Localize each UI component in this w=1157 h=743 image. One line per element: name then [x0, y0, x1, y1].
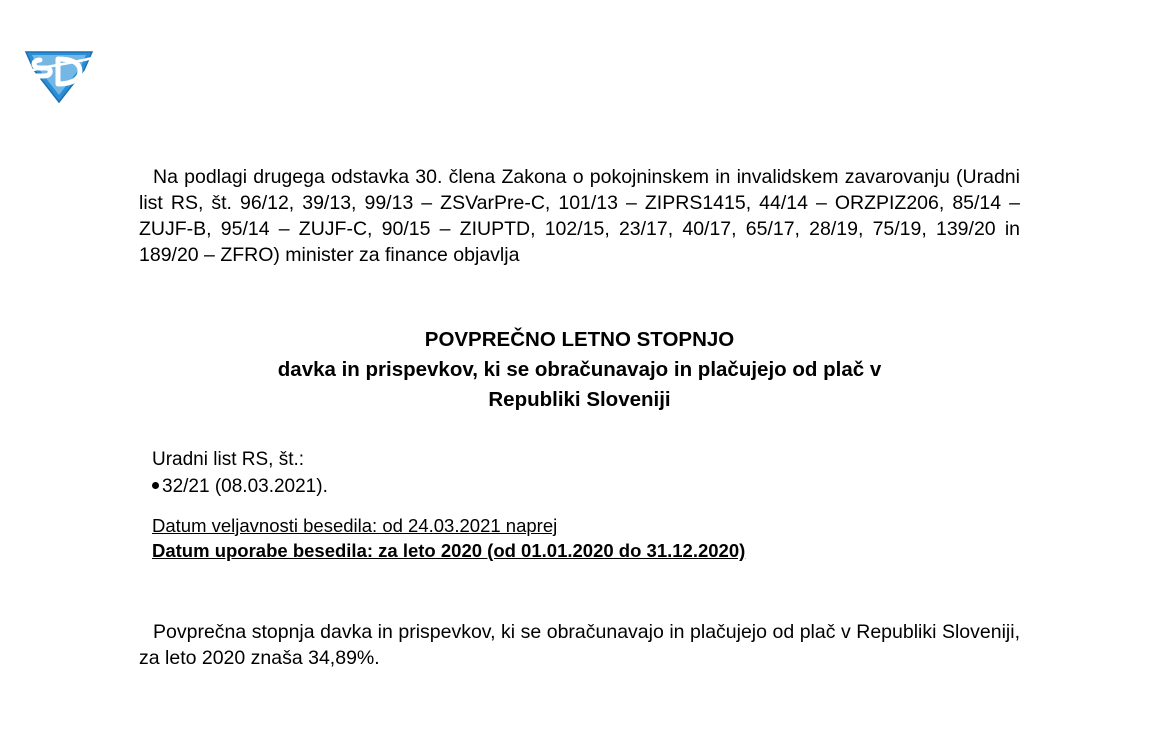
title-line-2: davka in prispevkov, ki se obračunavajo in plačujejo od plač v [277, 358, 882, 381]
bullet-icon [152, 482, 159, 489]
title-line-1: POVPREČNO LETNO STOPNJO [424, 328, 735, 351]
gazette-item-text: 32/21 (08.03.2021). [162, 476, 328, 497]
gazette-label: Uradni list RS, št.: [152, 449, 305, 470]
gazette-list-item [152, 475, 328, 499]
usage-date: Datum uporabe besedila: za leto 2020 (od 01.01.2020 do 31.12.2020) [152, 540, 746, 561]
result-paragraph: Povprečna stopnja davka in prispevkov, ki se obračunavajo in plačujejo od plač v Republiki Sloveniji, za leto 2020 znaša 34,89%. [139, 621, 1020, 669]
document-title [139, 325, 1020, 415]
validity-date: Datum veljavnosti besedila: od 24.03.2021 naprej [152, 515, 558, 536]
title-line-3: Republiki Sloveniji [488, 388, 671, 411]
intro-paragraph: Na podlagi drugega odstavka 30. člena Zakona o pokojninskem in invalidskem zavarovanju (Uradni list RS, št. 96/12, 39/13, 99/13 – ZSVarPre-C, 101/13 – ZIPRS1415, 44/14 – ORZPIZ206, 85/14 – ZUJF-B, 95/14 – ZUJF-C, 90/15 – ZIUPTD, 102/15, 23/17, 40/17, 65/17, 28/19, 75/19, 139/20 in 189/20 – ZFRO) minister za finance objavlja [139, 166, 1020, 266]
shield-logo-icon [22, 46, 96, 104]
